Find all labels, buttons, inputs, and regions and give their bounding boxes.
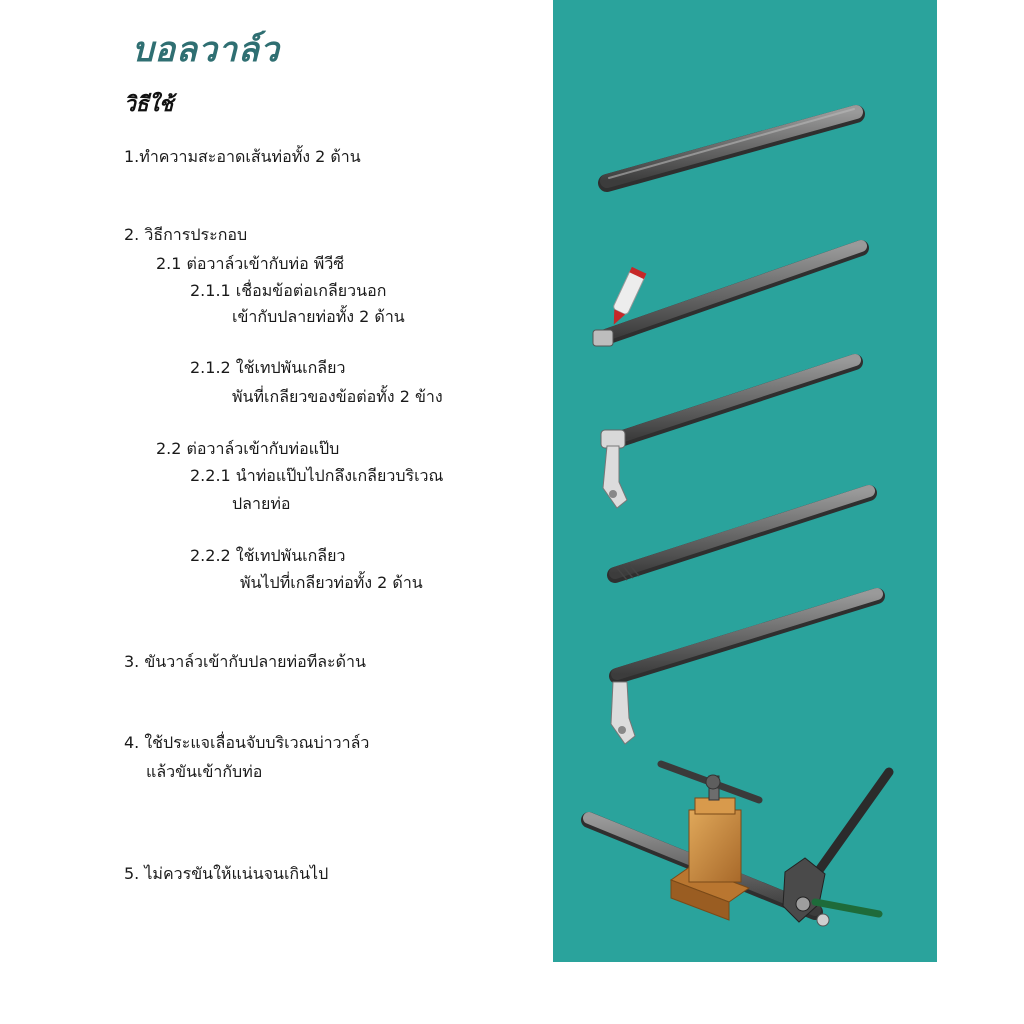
step-4: 4. ใช้ประแจเลื่อนจับบริเวณบ่าวาล์ว bbox=[124, 733, 370, 752]
step-1: 1.ทำความสะอาดเส้นท่อทั้ง 2 ด้าน bbox=[124, 147, 361, 166]
threaded-pipe-icon bbox=[615, 491, 869, 580]
step-5: 5. ไม่ควรขันให้แน่นจนเกินไป bbox=[124, 864, 329, 883]
step-2-1-2-cont: พันที่เกลียวของข้อต่อทั้ง 2 ข้าง bbox=[232, 387, 443, 406]
threading-tool-and-wrench-icon bbox=[589, 764, 889, 926]
step-2-2: 2.2 ต่อวาล์วเข้ากับท่อแป๊บ bbox=[156, 439, 340, 458]
step-4-cont: แล้วขันเข้ากับท่อ bbox=[146, 762, 263, 781]
instructions-heading: วิธีใช้ bbox=[124, 92, 174, 116]
pipe-with-valve-icon bbox=[611, 594, 877, 744]
illustration-panel bbox=[553, 0, 937, 962]
step-2-2-2: 2.2.2 ใช้เทปพันเกลียว bbox=[190, 546, 346, 565]
step-2-2-1: 2.2.1 นำท่อแป๊บไปกลึงเกลียวบริเวณ bbox=[190, 466, 444, 485]
step-2-1: 2.1 ต่อวาล์วเข้ากับท่อ พีวีซี bbox=[156, 254, 345, 273]
pipe-with-valve-icon bbox=[601, 360, 855, 508]
step-2: 2. วิธีการประกอบ bbox=[124, 225, 248, 244]
step-2-1-1-cont: เข้ากับปลายท่อทั้ง 2 ด้าน bbox=[232, 307, 405, 326]
step-2-1-2: 2.1.2 ใช้เทปพันเกลียว bbox=[190, 358, 346, 377]
step-2-2-1-cont: ปลายท่อ bbox=[232, 494, 291, 513]
step-2-2-2-cont: พันไปที่เกลียวท่อทั้ง 2 ด้าน bbox=[240, 573, 423, 592]
step-2-1-1: 2.1.1 เชื่อมข้อต่อเกลียวนอก bbox=[190, 281, 387, 300]
pipe-with-glue-icon bbox=[593, 246, 861, 346]
page-title: บอลวาล์ว bbox=[132, 30, 280, 70]
plain-pipe-icon bbox=[607, 109, 856, 183]
illustration-canvas bbox=[553, 0, 937, 962]
step-3: 3. ขันวาล์วเข้ากับปลายท่อทีละด้าน bbox=[124, 652, 366, 671]
